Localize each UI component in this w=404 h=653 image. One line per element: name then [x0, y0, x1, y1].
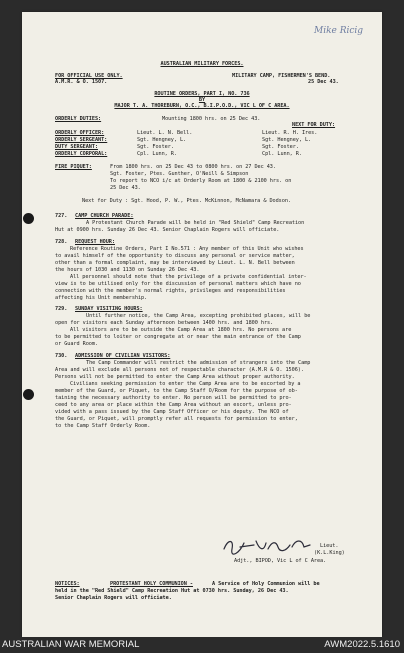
- duty-role: ORDERLY OFFICER:: [55, 130, 105, 136]
- document-date: 25 Dec 43.: [308, 79, 339, 85]
- picquet-line: To report to NCO i/c at Orderly Room at 1800 & 2100 hrs. on: [110, 178, 292, 184]
- orders-title: ROUTINE ORDERS, PART I, NO. 736: [154, 91, 250, 97]
- item-title: SUNDAY VISITING HOURS:: [75, 306, 143, 312]
- item-line: to avail himself of the opportunity to discuss any personal or service matter,: [55, 253, 295, 259]
- punch-hole: [23, 213, 34, 224]
- item-title: ADMISSION OF CIVILIAN VISITORS:: [75, 353, 171, 359]
- punch-hole: [23, 389, 34, 400]
- item-line: Reference Routine Orders, Part I No.571 : Any member of this Unit who wishes: [70, 246, 304, 252]
- item-number: 730.: [55, 353, 68, 359]
- orders-officer: MAJOR T. A. THOREBURN, O.C., B.I.P.O.D., VIC L OF C AREA.: [114, 103, 290, 109]
- item-line: Persons will not be permitted to enter the Camp Area without proper authority.: [55, 374, 295, 380]
- next-for-duty-label: NEXT FOR DUTY:: [292, 122, 336, 128]
- duty-next: Sgt. Foster.: [262, 144, 299, 150]
- regulation-reference: A.M.R. & O. 1507.: [55, 79, 108, 85]
- item-line: affecting his Unit membership.: [55, 295, 148, 301]
- duty-role: ORDERLY SERGEANT:: [55, 137, 108, 143]
- duty-current: Sgt. Foster.: [137, 144, 174, 150]
- duty-current: Lieut. L. N. Bell.: [137, 130, 193, 136]
- picquet-line: 25 Dec 43.: [110, 185, 141, 191]
- notices-label: NOTICES:: [55, 581, 80, 587]
- duty-role: ORDERLY CORPORAL:: [55, 151, 108, 157]
- duty-next: Sgt. Hengney, L.: [262, 137, 312, 143]
- item-line: or Guard Room.: [55, 341, 99, 347]
- picquet-line: Sgt. Foster, Ptes. Gunther, O'Neill & Simpson: [110, 171, 249, 177]
- notice-line: A Service of Holy Communion will be: [212, 581, 320, 587]
- item-line: All personnel should note that the privilege of a private confidential inter-: [70, 274, 307, 280]
- item-line: taining the necessary authority to enter. No person will be permitted to pro-: [55, 395, 292, 401]
- item-line: to be permitted to loiter or congregate at or near the main entrance of the Camp: [55, 334, 301, 340]
- item-line: A Protestant Church Parade will be held in "Red Shield" Camp Recreation: [86, 220, 305, 226]
- official-use-label: FOR OFFICIAL USE ONLY.: [55, 73, 123, 79]
- signature-name: (K.L.King): [314, 550, 345, 556]
- mounting-time: Mounting 1800 hrs. on 25 Dec 43.: [162, 116, 261, 122]
- signature-appointment: Adjt., BIPOD, Vic L of C Area.: [234, 558, 327, 564]
- item-title: REQUEST HOUR:: [75, 239, 115, 245]
- item-line: All visitors are to be outside the Camp Area at 1800 hrs. No persons are: [70, 327, 292, 333]
- picquet-line: From 1800 hrs. on 25 Dec 43 to 0800 hrs. on 27 Dec 43.: [110, 164, 276, 170]
- item-number: 727.: [55, 213, 68, 219]
- item-line: vided with a pass issued by the Camp Staff Officer or his deputy. The NCO of: [55, 409, 289, 415]
- notice-title: PROTESTANT HOLY COMMUNION -: [110, 581, 193, 587]
- item-line: Until further notice, the Camp Area, excepting prohibited places, will be: [86, 313, 311, 319]
- item-line: connection with the member's normal rights, privileges and responsibilities: [55, 288, 286, 294]
- item-number: 728.: [55, 239, 68, 245]
- item-line: Area and will exclude all persons not of respectable character (A.M.R & O. 1506).: [55, 367, 304, 373]
- duty-current: Sgt. Hengney, L.: [137, 137, 187, 143]
- notice-line: held in the "Red Shield" Camp Recreation Hut at 0730 hrs. Sunday, 26 Dec 43.: [55, 588, 289, 594]
- orderly-duties-heading: ORDERLY DUTIES:: [55, 116, 102, 122]
- item-line: other than a formal complaint, may be interviewed by Lieut. L. N. Bell between: [55, 260, 295, 266]
- orders-by: BY: [198, 97, 206, 103]
- next-duty-line: Next for Duty : Sgt. Hood, P. W., Ptes. McKinnon, McNamara & Dodson.: [82, 198, 291, 204]
- item-line: member of the Guard, or Piquet, to the Camp Staff O/Room for the purpose of ob-: [55, 388, 298, 394]
- item-line: The Camp Commander will restrict the admission of strangers into the Camp: [86, 360, 311, 366]
- fire-picquet-label: FIRE PIQUET:: [55, 164, 92, 170]
- item-line: the hours of 1030 and 1130 on Sunday 26 Dec 43.: [55, 267, 200, 273]
- duty-current: Cpl. Lunn, R.: [137, 151, 177, 157]
- document-page: [22, 12, 382, 637]
- item-title: CAMP CHURCH PARADE:: [75, 213, 134, 219]
- archive-source: AUSTRALIAN WAR MEMORIAL: [2, 639, 140, 650]
- duty-next: Cpl. Lunn, R.: [262, 151, 302, 157]
- archive-footer: [0, 637, 404, 653]
- item-line: ceed to any area or place within the Camp Area without an escort, unless pro-: [55, 402, 292, 408]
- notice-line: Senior Chaplain Rogers will officiate.: [55, 595, 172, 601]
- item-line: open for visitors each Sunday afternoon between 1400 hrs. and 1800 hrs.: [55, 320, 274, 326]
- duty-next: Lieut. R. H. Ires.: [262, 130, 318, 136]
- signature-rank: Lieut.: [320, 543, 339, 549]
- item-number: 729.: [55, 306, 68, 312]
- item-line: to the Camp Staff Orderly Room.: [55, 423, 151, 429]
- duty-role: DUTY SERGEANT:: [55, 144, 99, 150]
- handwritten-note: Mike Ricig: [314, 26, 364, 36]
- item-line: the Guard, or Piquet, will promptly refer all requests for permission to enter,: [55, 416, 298, 422]
- document-heading: AUSTRALIAN MILITARY FORCES.: [160, 61, 244, 67]
- item-line: view is to be utilised only for the discussion of personal matters which have no: [55, 281, 301, 287]
- item-line: Hut at 0900 hrs. Sunday 26 Dec 43. Senior Chaplain Rogers will officiate.: [55, 227, 280, 233]
- camp-location: MILITARY CAMP, FISHERMEN'S BEND.: [232, 73, 331, 79]
- archive-id: AWM2022.5.1610: [324, 639, 400, 650]
- item-line: Civilians seeking permission to enter the Camp Area are to be escorted by a: [70, 381, 301, 387]
